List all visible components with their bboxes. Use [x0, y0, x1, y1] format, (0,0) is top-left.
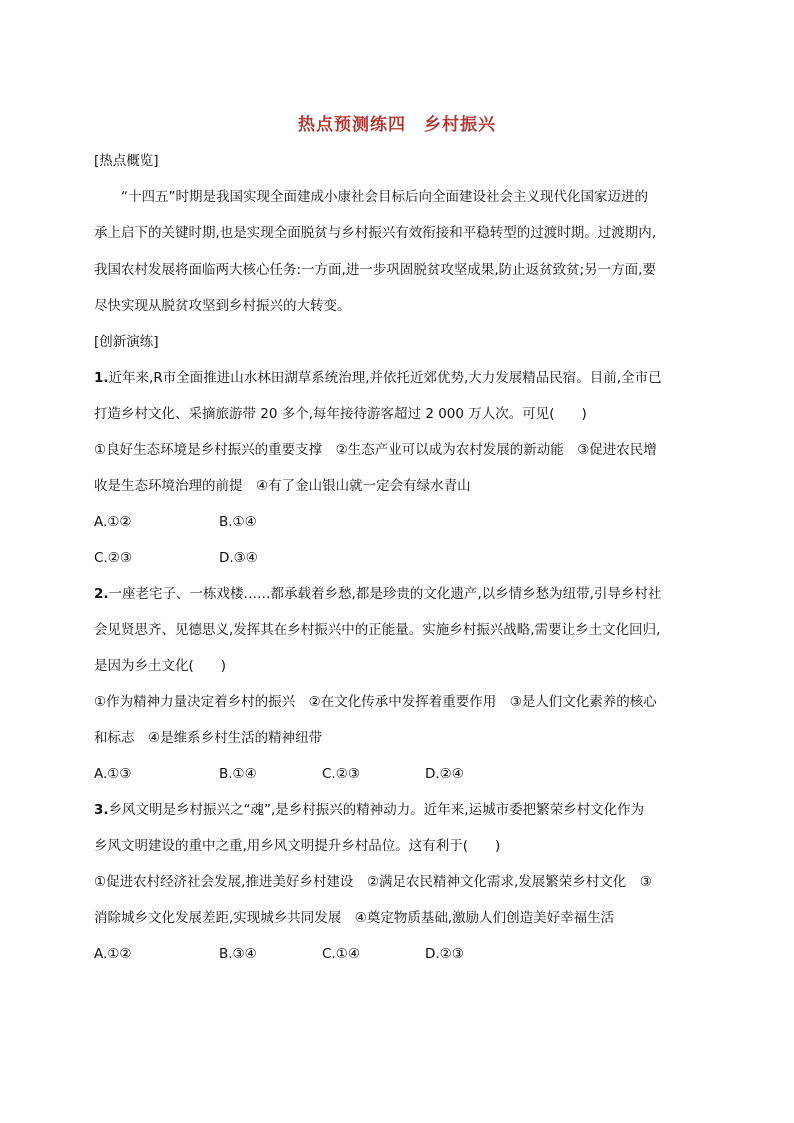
- question-1-statement: ①良好生态环境是乡村振兴的重要支撑 ②生态产业可以成为农村发展的新动能 ③促进农民增: [94, 442, 657, 458]
- question-1-option-d: D.③④: [219, 550, 258, 566]
- question-1-option-b: B.①④: [219, 514, 257, 530]
- question-1-stem-line: 打造乡村文化、采摘旅游带 20 多个,每年接待游客超过 2 000 万人次。可见( ): [94, 406, 587, 422]
- question-2-option-b: B.①④: [219, 766, 257, 782]
- page-title: 热点预测练四 乡村振兴: [298, 115, 496, 135]
- question-2-stem-line: [94, 584, 661, 604]
- question-text: 一座老宅子、一栋戏楼……都承载着乡愁,都是珍贵的文化遗产,以乡情乡愁为纽带,引导乡村社: [108, 586, 662, 602]
- question-3-statement: 消除城乡文化发展差距,实现城乡共同发展 ④奠定物质基础,激励人们创造美好幸福生活: [94, 910, 615, 926]
- question-1-option-a: A.①②: [94, 514, 132, 530]
- overview-line: 承上启下的关键时期,也是实现全面脱贫与乡村振兴有效衔接和平稳转型的过渡时期。过渡期内,: [94, 225, 657, 241]
- question-3-option-c: C.①④: [322, 946, 360, 962]
- question-1-stem-line: [94, 368, 662, 388]
- question-3-statement: ①促进农村经济社会发展,推进美好乡村建设 ②满足农民精神文化需求,发展繁荣乡村文化 ③: [94, 874, 652, 890]
- overview-line: 尽快实现从脱贫攻坚到乡村振兴的大转变。: [94, 298, 351, 314]
- overview-line: 我国农村发展将面临两大核心任务:一方面,进一步巩固脱贫攻坚成果,防止返贫致贫;另一方面,要: [94, 262, 656, 278]
- question-2-option-c: C.②③: [322, 766, 360, 782]
- question-2-option-a: A.①③: [94, 766, 132, 782]
- question-text: 乡风文明是乡村振兴之“魂”,是乡村振兴的精神动力。近年来,运城市委把繁荣乡村文化作为: [108, 802, 645, 818]
- question-3-stem-line: 乡风文明建设的重中之重,用乡风文明提升乡村品位。这有利于( ): [94, 838, 501, 854]
- question-number: 3.: [94, 802, 109, 818]
- question-3-option-a: A.①②: [94, 946, 132, 962]
- question-1-option-c: C.②③: [94, 550, 132, 566]
- overview-heading: [热点概览]: [94, 153, 159, 169]
- question-2-stem-line: 是因为乡土文化( ): [94, 658, 227, 674]
- overview-line: “十四五”时期是我国实现全面建成小康社会目标后向全面建设社会主义现代化国家迈进的: [121, 189, 648, 205]
- practice-heading: [创新演练]: [94, 334, 159, 350]
- question-3-stem-line: [94, 800, 644, 820]
- question-1-statement: 收是生态环境治理的前提 ④有了金山银山就一定会有绿水青山: [94, 478, 471, 494]
- question-text: 近年来,R市全面推进山水林田湖草系统治理,并依托近郊优势,大力发展精品民宿。目前,全市已: [108, 370, 662, 386]
- question-3-option-b: B.③④: [219, 946, 257, 962]
- question-2-statement: ①作为精神力量决定着乡村的振兴 ②在文化传承中发挥着重要作用 ③是人们文化素养的核心: [94, 694, 657, 710]
- question-2-option-d: D.②④: [425, 766, 464, 782]
- question-2-stem-line: 会见贤思齐、见德思义,发挥其在乡村振兴中的正能量。实施乡村振兴战略,需要让乡土文化回归,: [94, 622, 661, 638]
- question-number: 2.: [94, 586, 109, 602]
- question-3-option-d: D.②③: [425, 946, 464, 962]
- question-2-statement: 和标志 ④是维系乡村生活的精神纽带: [94, 730, 323, 746]
- question-number: 1.: [94, 370, 109, 386]
